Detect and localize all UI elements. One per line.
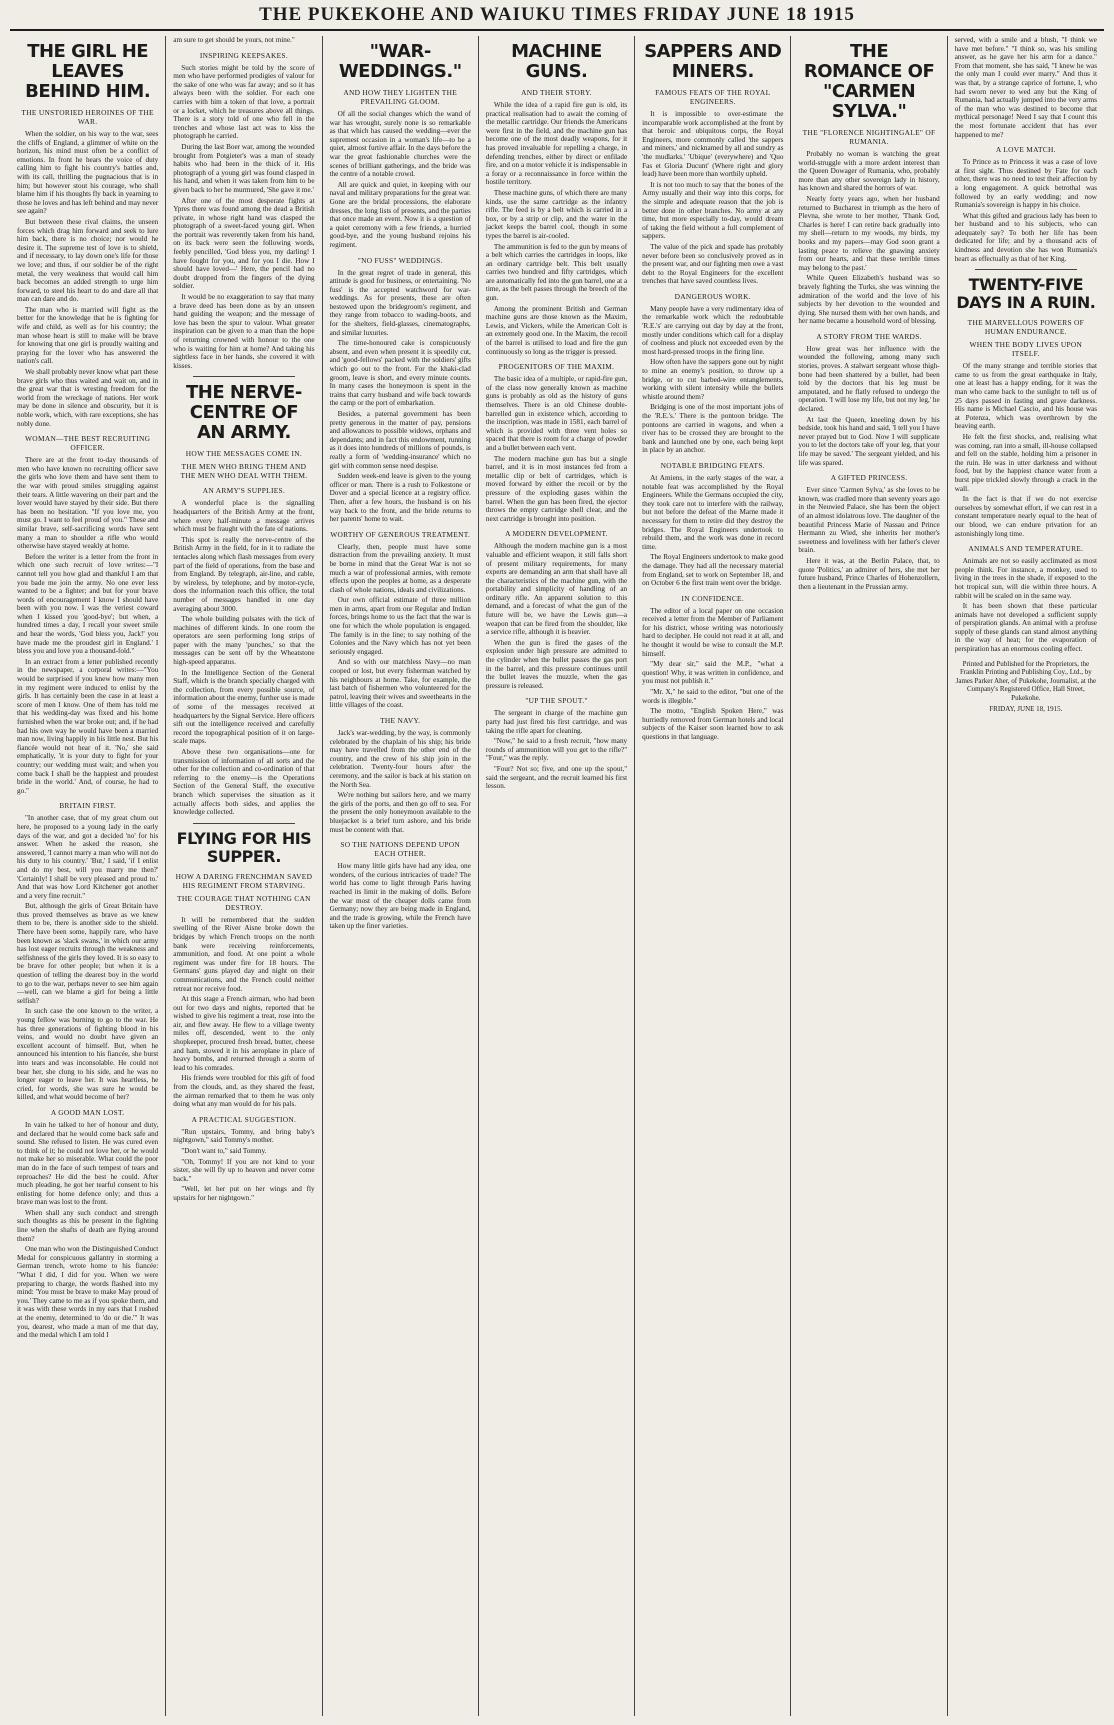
paragraph: Clearly, then, people must have some distraction from the prevailing anxiety. It must be borne in mind that the Great War is not so much a war of professional armies, with remote effects upon the peoples at home, as a desperate clash of whole nations, ideals and civilizations. (329, 542, 471, 594)
paragraph: Our own official estimate of three million men in arms, apart from our Regular and Indian forces, brings home to us the fact that the war is one for which the whole population is engaged. The family is in the line; to say nothing of the Colonies and the Navy which has not yet been seriously engaged. (329, 596, 471, 656)
paragraph: All are quick and quiet, in keeping with our naval and military preparations for the great war. Gone are the bridal processions, the elaborate dresses, the long lists of presents, and the parties that once made an event. Now it is a question of a quiet ceremony with a few friends, a hurried good-bye, and the young husband rejoins his regiment. (329, 180, 471, 249)
divider (975, 269, 1077, 270)
subhead: AND THEIR STORY. (521, 88, 592, 97)
section-head: BRITAIN FIRST. (59, 801, 117, 811)
paragraph: "Run upstairs, Tommy, and bring baby's nightgown," said Tommy's mother. (173, 1127, 315, 1145)
masthead-rule (10, 29, 1104, 31)
paragraph: There are at the front to-day thousands of men who have known no recruiting officer save the girls who love them and have sent them to the war with proud smiles struggling against their tears. A little wavering on their part and the lover would have stayed by their side. But there has been no hesitation. "If you love me, you must go. I want to feel proud of you." These and similar brave, self-sacrificing words have sent many a man to shoulder a rifle who would otherwise have stayed weakly at home. (17, 456, 159, 551)
paragraph: It has been shown that these particular animals have not developed a sufficient supply of perspiration glands. An animal with a profuse supply of these glands can stand almost anything in the way of heat; for the evaporation of perspiration has an enormous cooling effect. (954, 602, 1097, 654)
paragraph: "Oh, Tommy! If you are not kind to your sister, she will fly up to heaven and never come back." (173, 1157, 315, 1183)
subhead: THE MARVELLOUS POWERS OF HUMAN ENDURANCE. (967, 318, 1085, 337)
headline-girl: THE GIRL HE LEAVES BEHIND HIM. (25, 41, 151, 102)
section-head: A GIFTED PRINCESS. (830, 473, 908, 483)
section-head: INSPIRING KEEPSAKES. (199, 50, 288, 60)
paragraph: "Four? Not so; five, and one up the spout," said the sergeant, and the recruit learned his first lesson. (485, 764, 628, 791)
paragraph: What this gifted and gracious lady has been to her husband and to his subjects, who can adequately say? To both her life has been dedicated for life; and by a thousand acts of kindness and devotion she has won Rumania's heart as effectually as that of her King. (954, 211, 1097, 263)
paragraph: It is impossible to over-estimate the incomparable work accomplished at the front by that heroic and ubiquitous corps, the Royal Engineers, more commonly called 'the sappers and miners,' and nicknamed by all and sundry as 'the mudlarks.' 'Ubique' (everywhere) and 'Quo Fas et Gloria Ducunt' (Where right and glory lead) have been more than worthily upheld. (642, 110, 784, 179)
divider (193, 376, 294, 377)
paragraph: The value of the pick and spade has probably never before been so conclusively proved as in the present war, and our fighting men owe a vast debt to the Royal Engineers for the excellent trenches that have saved countless lives. (642, 242, 784, 286)
paragraph: Although the modern machine gun is a most valuable and efficient weapon, it still falls short of present military requirements, for many experts are demanding an arm that shall have all the characteristics of the machine gun, with the portability and simplicity of handling of an ordinary rifle. An apparent solution to this demand, and a forecast of what the gun of the future will be, we have the Lewis gun—a weapon that can be fired from the shoulder, like a service rifle, although it is heavier. (485, 542, 628, 637)
paragraph: To Prince as to Princess it was a case of love at first sight. Thus destined by Fate for each other, there was no need to test their affection by a long engagement. A quick betrothal was followed by an early wedding; and now Rumania's sovereign is happy in his choice. (954, 158, 1097, 210)
subhead: THE MEN WHO BRING THEM AND THE MEN WHO DEAL WITH THEM. (180, 462, 308, 481)
paragraph: This spot is really the nerve-centre of the British Army in the field, for in it to radiate the tentacles along which flash messages from every part of the field of operations, from the base and from England. By telegraph, air-line, and cable, by wireless, by telephone, and by motor-cycle, does the information reach this office, the total number of messages handled in one day averaging about 3000. (173, 535, 315, 613)
paragraph: "Now," he said to a fresh recruit, "how many rounds of ammunition will you get to the rifle?" "Four," was the reply. (485, 737, 628, 763)
paragraph: At this stage a French airman, who had been out for two days and nights, reported that he wished to give his regiment a treat, rose into the air, and flew away. He flew to a village twenty miles off, descended, went to the only shopkeeper, procured fresh bread, butter, cheese and ham, stowed it in his aeroplane in place of heavy bombs, and returned through a storm of lead to his comrades. (173, 995, 315, 1072)
paragraph: The basic idea of a multiple, or rapid-fire gun, of the class now generally known as machine guns is probably as old as the history of guns themselves. There is an old Chinese double-barrelled gun in existence which, according to the inscription, was made in 1581, each barrel of which is provided with three vent holes so spaced that there is room for a charge of powder and a bullet between each vent. (485, 375, 628, 452)
paragraph: In such case the one known to the writer, a young fellow was burning to go to the war. He has three generations of fighting blood in his veins, and would no doubt have given an excellent account of himself. But, when he announced his intention to his fiancée, she burst into tears and was inconsolable. He could not bear her, she clung to his side, and he was no longer eager to leave her. It was heartless, he cried, for words, she was sure he would be killed, and what would become of her? (17, 1007, 159, 1102)
section-head: PROGENITORS OF THE MAXIM. (498, 362, 615, 372)
paragraph: In vain he talked to her of honour and duty, and declared that he would come back safe and sound. She refused to listen. He was cured even to think of it; he could not love her, or he would not make her so miserable. What could the poor man do in the face of such tempest of tears and reproaches? He did the best he could. After much pleading, he got her tearful consent to his enlisting for home defence only; and thus a brave man was lost to the front. (17, 1120, 159, 1207)
paragraph: Probably no woman is watching the great world-struggle with a more ardent interest than the Queen Dowager of Rumania, who, probably more than any other sovereign lady in history, has known and shared the horrors of war. (798, 150, 940, 193)
paragraph: And so with our matchless Navy—no man cooped or lost, but every fisherman watched by his neighbours at home. Take, for example, the last batch of fishermen who volunteered for the patrol, leaving their wives and sweethearts in the little villages of the coast. (329, 658, 471, 710)
paragraph: The man who is married will fight as the better for the knowledge that he is fighting for wife and child, as well as for his country; the man whose heart is still to make will be brave for knowing that one girl is proudly waiting and praying for the lover who has answered the nation's call. (17, 305, 159, 366)
column-1 (10, 36, 166, 1716)
columns (10, 36, 1104, 1716)
paragraph: Above these two organisations—one for transmission of information of all sorts and the other for the collection and co-ordination of that referring to the enemy—is the Operations Section of the General Staff, the executive branch which supervises the situation as it actually affects both sides, and applies the knowledge collected. (173, 748, 315, 817)
paragraph: In the great regret of trade in general, this attitude is good for business, or entertaining. 'No fuss' is the accepted watchword for war-weddings. As for presents, these are often bestowed upon the bridegroom's regiment, and they range from tobacco to wading-boots, and for the shelters, field-glasses, cinematographs, and similar luxuries. (329, 268, 471, 337)
section-head: A PRACTICAL SUGGESTION. (191, 1114, 297, 1124)
paragraph: We shall probably never know what part these brave girls who thus waited and wait on, and in the great war that is wresting freedom for the world from the wreckage of nations. Her work may be done in silence and obscurity, but it is noble work, which, with rare exceptions, she has nobly done. (17, 368, 159, 428)
subhead: WHEN THE BODY LIVES UPON ITSELF. (969, 340, 1083, 359)
paragraph: Before the writer is a letter from the front in which one such recruit of love writes:—"I cannot tell you how glad and thankful I am that you bade me join the army. No one ever less wanted to be a fighter; and but for your brave words of encouragement I know I should have been with you now. I was the veriest coward when I kissed you 'good-bye'; but when, a hundred times a day, I recall your sweet smile and hear the words, 'God bless you, Jack!' you have made me the proudest girl in England.' I bless you and love you a thousand-fold." (17, 552, 159, 656)
paragraph: am sure to get should be yours, not mine." (173, 36, 295, 44)
column-5 (635, 36, 791, 1716)
paragraph: These machine guns, of which there are many kinds, use the same cartridge as the infantry rifle. The feed is by a belt which is carried in a box, or by a strip or clip, and the water in the jacket keeps the barrel cool, though in some types the barrel is air-cooled. (485, 188, 628, 240)
section-head: SO THE NATIONS DEPEND UPON EACH OTHER. (340, 840, 461, 859)
paragraph: But, although the girls of Great Britain have thus proved themselves as brave as we knew them to be, there is another side to the shield. There have been some, happily rare, who have been known as 'slack swans,' in which our army has lost eager recruits through the weakness and selfishness of the girls they loved. It is so easy to be brave for other people; but when it is a question of telling the dearest boy in the world to go to the war, perhaps never to see him again—well, can we blame a girl for being a little selfish? (17, 902, 159, 1005)
paragraph: "Don't want to," said Tommy. (181, 1147, 267, 1155)
column-4 (479, 36, 635, 1716)
section-head: A GOOD MAN LOST. (50, 1107, 125, 1117)
section-head: A MODERN DEVELOPMENT. (505, 529, 608, 539)
paragraph: The motto, "English Spoken Here," was hurriedly removed from German hotels and local subjects of the Kaiser soon learned how to ask questions in that language. (642, 707, 784, 741)
masthead: THE PUKEKOHE AND WAIUKU TIMES FRIDAY JUNE 18 1915 (259, 4, 855, 25)
paragraph: The whole building pulsates with the tick of machines of different kinds. In one room the operators are seen performing long strips of paper with the many 'punches,' so that the messages can be sent off by the Wheatstone high-speed apparatus. (173, 615, 315, 667)
paragraph: Such stories might be told by the score of men who have performed prodigies of valour for the sake of one who was far away; and so it has always been with the soldier. For each one carries with him a token of that love, a portrait or a locket, which he treasures above all things. There is a story told of one who fell in the trenches and whose last act was to kiss the photograph he carried. (173, 63, 315, 141)
paragraph: Bridging is one of the most important jobs of the 'R.E.'s.' There is the pontoon bridge. The pontoons are carried in wagons, and when a river has to be crossed they are brought to the bank and launched one by one, each being kept in place by an anchor. (642, 403, 784, 455)
headline-flying: FLYING FOR HIS SUPPER. (176, 828, 312, 866)
paragraph: The sergeant in charge of the machine gun party had just fired his first cartridge, and was taking the rifle apart for cleaning. (485, 709, 628, 735)
section-head: "UP THE SPOUT." (525, 696, 588, 706)
paragraph: Animals are not so easily acclimated as most people think. For instance, a monkey, used to living in the trees in the shade, if exposed to the hot tropical sun, will die within three hours. A rabbit will be scaled on in the same way. (954, 557, 1097, 600)
paragraph: When the soldier, on his way to the war, sees the cliffs of England, a glimmer of white on the horizon, his mind must often be a conflict of emotions. In front he hears the voice of duty calling him to fight his country's battles and, with its call, thrilling the pugnacious that is in him; but however stout his courage, who shall blame him if his thoughts fly back in yearning to those he loves and has left behind and may never see again? (17, 130, 159, 216)
paragraph: His friends were troubled for this gift of food from the clouds, and, as they shared the feast, the airman remarked that to them he was only doing what any man would do for his pals. (173, 1074, 315, 1109)
paragraph: In an extract from a letter published recently in the newspaper, a corporal writes:—"You would be surprised if you knew how many men in my regiment were induced to enlist by the girls. It has certainly been the case in at least a score of men I know. One of them has told me that his wedding-day was fixed and his home furnished when the war broke out; and, if he had had his own way he would have been a married man now, living happily in his little nest. But his fiancée would not hear of it. 'No,' she said emphatically, 'it is your duty to fight for your country; our wedding must wait; and when you come back I shall be the happiest and proudest bride in the world.' And, of course, he had to go." (17, 657, 159, 795)
paragraph: While Queen Elizabeth's husband was so bravely fighting the Turks, she was winning the admiration of the world and the love of his subjects by her devotion to the wounded and dying. She nursed them with her own hands, and her name became a household word of blessing. (798, 274, 940, 326)
paragraph: Of all the social changes which the wand of war has wrought, surely none is so remarkable as that which has caused the wedding—ever the supremest occasion in a woman's life—to be a quiet, almost furtive affair. In the days before the war the great fashionable churches were the scenes of brilliant gatherings, and the bride was the centre of a notable crowd. (329, 110, 471, 179)
paragraph: It will be remembered that the sudden swelling of the River Aisne broke down the bridges by which French troops on the north bank were receiving reinforcements, ammunition, and food. At one point a whole regiment was under fire for 18 hours. The Germans' guns played day and night on their communications, and the French could neither retreat nor receive food. (173, 915, 315, 993)
imprint-date: FRIDAY, JUNE 18, 1915. (989, 704, 1063, 713)
subhead-girl: THE UNSTORIED HEROINES OF THE WAR. (21, 108, 154, 126)
section-head: "NO FUSS" WEDDINGS. (357, 255, 443, 265)
paragraph: It would be no exaggeration to say that many a brave deed has been done as by an unseen hand guiding the weapon; and the message of love has been the spur to valour. What greater inspiration can be given to a man than the hope of returning crowned with honour to the one who is waiting for him at home? And taking his sightless face in her hands, she covered it with kisses. (173, 293, 315, 370)
imprint (955, 660, 1097, 714)
headline-sappers: SAPPERS AND MINERS. (644, 41, 782, 82)
subhead: HOW A DARING FRENCHMAN SAVED HIS REGIMENT FROM STARVING. (175, 871, 313, 890)
paragraph: When shall any such conduct and strength such thoughts as this be present in the fighting line when the shafts of death are flying around them? (17, 1208, 159, 1243)
subhead: FAMOUS FEATS OF THE ROYAL ENGINEERS. (655, 88, 771, 106)
subhead: THE "FLORENCE NIGHTINGALE" OF RUMANIA. (802, 128, 936, 146)
section-head: ANIMALS AND TEMPERATURE. (968, 544, 1084, 554)
paragraph: When the gun is fired the gases of the explosion under high pressure are admitted to the cylinder when the bullet passes the gas port in the barrel, and this pressure continues until the bullet leaves the muzzle, when the gas pressure is released. (485, 638, 628, 690)
paragraph: "My dear sir," said the M.P., "what a question! Why, it was written in confidence, and you must not publish it." (642, 660, 784, 686)
paragraph: After one of the most desperate fights at Ypres there was found among the dead a British private, in whose right hand was clasped the photograph of a sweet-faced young girl. When the portrait was reverently taken from his hand, on its back were seen the following words, feebly pencilled, 'God bless you, my darling! I have fought for you, and for you I die. How I should have loved—' Here, the pencil had no doubt dropped from the fingers of the dying soldier. (173, 196, 315, 291)
paragraph: He felt the first shocks, and, realising what was coming, ran into a small, ill-house collapsed and fell on the stable, holding him a prisoner in the ruin. He was in utter darkness and without food, but by the happiest chance water from a burst pipe trickled slowly through a crack in the wall. (954, 433, 1097, 493)
paragraph: The time-honoured cake is conspicuously absent, and even when present it is speedily cut, and 'good-fellows' packed with the soldiers' gifts which go out to the front. For the khaki-clad groom, leave is short, and every minute counts. In many cases the honeymoon is spent in the trains that carry husband and wife back towards the camp or the port of embarkation. (329, 339, 471, 408)
section-head: NOTABLE BRIDGING FEATS. (660, 460, 765, 470)
paragraph: In the Intelligence Section of the General Staff, which is the branch specially charged with the collection, from every possible source, of information about the enemy, further use is made of some of the messages received at headquarters by the Signal Service. Here officers sift out the intelligence received and carefully record the topographical position of it on large-scale maps. (173, 668, 315, 746)
paragraph: "In another case, that of my great chum out here, he proposed to a young lady in the early days of the war, and got a decided 'no' for his answer. When he asked the reason, she answered, 'I cannot marry a man who will not do his duty to his country.' 'But,' I said, 'if I enlist and do my best, will you marry me then?' 'Certainly! I shall be very pleased and proud to.' And that was how Lord Kitchener got another and a very fine recruit." (17, 814, 159, 900)
paragraph: served, with a smile and a blush, "I think we have met before." "I think so, was his smiling answer, as he gave her his arm for a dance." From that moment, she has said, "I knew he was the only man I could ever marry." And thus it was that, by a strange caprice of fortune, I, who had sworn never to wed any but the King of Rumania, had actually jumped into the very arms of the man who was destined to become that mythical personage! Need I say that I count this the most fortunate accident that has ever happened to me? (954, 36, 1097, 139)
headline-carmen-sylva: THE ROMANCE OF "CARMEN SYLVA." (803, 41, 935, 122)
paragraph: At last the Queen, kneeling down by his bedside, took his hand and said, 'I tell you I have never prayed but to God. Now I will supplicate you to let the doctors take off your leg, that your life may be saved.' The sergeant yielded, and his life was spared. (798, 415, 940, 467)
paragraph: Besides, a paternal government has been pretty generous in the matter of pay, pensions and allowances to possible widows, orphans and dependants; and in fact this endowment, running as it does into hundreds of millions of pounds, is really a form of 'wedding-insurance' which no girl with common sense need despise. (329, 410, 471, 470)
headline-machine-guns: MACHINE GUNS. (511, 41, 602, 82)
paragraph: Many people have a very rudimentary idea of the remarkable work which the redoubtable 'R.E.'s' are carrying out day by day at the front, mostly under conditions which call for a display of coolness and pluck not exceeded even by the most hard-pressed troops in the firing line. (642, 304, 784, 356)
section-head: AN ARMY'S SUPPLIES. (202, 486, 286, 496)
paragraph: The modern machine gun has but a single barrel, and it is in most instances fed from a metallic clip or belt of cartridges, which is moved forward by either the recoil or by the pressure of the exploding gases within the barrel. When the gun has been fired, the ejector throws the empty cartridge shell clear, and the next cartridge is brought into position. (485, 454, 628, 523)
section-head: A LOVE MATCH. (995, 145, 1056, 155)
paragraph: Here it was, at the Berlin Palace, that, to quote 'Politics,' an admirer of hers, she met her future husband, Prince Charles of Hohenzollern, then a lieutenant in the Prussian army. (798, 556, 940, 591)
subhead: AND HOW THEY LIGHTEN THE PREVAILING GLOOM. (343, 88, 458, 106)
paragraph: The ammunition is fed to the gun by means of a belt which carries the cartridges in loops, like an ordinary cartridge belt. This belt usually carries two hundred and fifty cartridges, which are automatically fed into the gun barrel, one at a time, as the belt passes through the breech of the gun. (485, 242, 628, 303)
paragraph: How many little girls have had any idea, one wonders, of the curious intricacies of trade? The world has come to light through Paris having reached its limit in the making of dolls. Before the war most of the cheaper dolls came from Germany; now they are being made in England, and the trade is growing, while the French have taken up the finer varieties. (329, 862, 471, 931)
section-head: IN CONFIDENCE. (681, 593, 745, 603)
column-2 (166, 36, 322, 1716)
headline-war-weddings: "WAR-WEDDINGS." (338, 41, 462, 82)
paragraph: How often have the sappers gone out by night to mine an enemy's position, to throw up a bridge, or to cut barbed-wire entanglements, working with silent intensity while the bullets whistle around them? (642, 358, 784, 401)
paragraph: Nearly forty years ago, when her husband returned to Bucharest in triumph as the hero of Plevna, she wrote to her mother, 'Thank God, Charles is here! I can retire back gradually into my shell—return to my woods, my birds, my books and my papers—may God soon grant a lasting peace to relieve the gnawing anxiety from our hearts, and that these terrible times may belong to the past.' (798, 194, 940, 272)
paragraph: "Mr. X," he said to the editor, "but one of the words is illegible." (642, 688, 784, 705)
headline-twenty-five-days: TWENTY-FIVE DAYS IN A RUIN. (956, 275, 1096, 313)
paragraph: Among the prominent British and German machine guns are those known as the Maxim, Lewis, and Vickers, while the American Colt is an extremely good one. In the Maxim, the recoil of the barrel is utilised to load and fire the gun continuously so long as the trigger is pressed. (485, 304, 628, 356)
paragraph: During the last Boer war, among the wounded brought from Potgieter's was a man of steady habits who had been in the thick of it. His photograph of a young girl was found clasped in his hand, and when it was taken from him to be given back to her he murmured, 'She gave it me.' (173, 142, 315, 194)
section-head: A STORY FROM THE WARDS. (816, 331, 922, 341)
paragraph: The Royal Engineers undertook to make good the damage. They had all the necessary material from England, set to work on September 18, and on October 6 the first train went over the bridge. (642, 553, 784, 588)
paragraph: The editor of a local paper on one occasion received a letter from the Member of Parliament for his district, whose writing was notoriously hard to decipher. He could not read it at all, and he thought it would be wise to consult the M.P. himself. (642, 606, 784, 658)
paragraph: In the fact is that if we do not exercise ourselves by somewhat effort, if we can rest in a constant temperature nearly equal to the heat of our blood, we can endure privation for an astonishingly long time. (954, 495, 1097, 538)
column-3 (323, 36, 479, 1716)
paragraph: How great was her influence with the wounded the following, among many such stories, proves. A stalwart sergeant whose thigh-bone had been shattered by a bullet, had been told by the doctors that his leg must be amputated, and he flatly refused to undergo the operation. 'I will lose my life, but not my leg,' he declared. (798, 344, 940, 414)
divider (193, 823, 294, 824)
section-head: WOMAN—THE BEST RECRUITING OFFICER. (25, 434, 151, 453)
paragraph: We're nothing but sailors here, and we marry the girls of the ports, and then go off to sea. For the present the only honeymoon available to the bluejacket is a brief turn ashore, and his bride must be content with that. (329, 791, 471, 834)
paragraph: A wonderful place is the signalling headquarters of the British Army at the front, where every half-minute a message arrives which must be fraught with the fate of nations. (173, 499, 315, 534)
column-6 (791, 36, 947, 1716)
subhead: HOW THE MESSAGES COME IN. (185, 449, 303, 459)
column-7 (948, 36, 1104, 1716)
paragraph: Jack's war-wedding, by the way, is commonly celebrated by the chaplain of his ship; his bride may have travelled from the other end of the country, and the crew of his ship join in the celebration. Twenty-four hours after the ceremony, and the sailor is back at his station on the North Sea. (329, 729, 471, 789)
paragraph: Ever since 'Carmen Sylva,' as she loves to be known, was cradled more than seventy years ago in the Neuwied Palace, she has been the object of an almost idolatrous love. The daughter of the beautiful Princess Marie of Nassau and Prince Hermann zu Wied, she inherits her mother's sweetness and loveliness with her father's clever brain. (798, 486, 940, 555)
paragraph: Of the many strange and terrible stories that came to us from the great earthquake in Italy, one at least has a happy ending, for it was the man who came back to the sunlight to tell us of 25 days passed in fasting and grave darkness. His name is Michael Cascio, and his house was at Potenza, which was overthrown by the heaving earth. (954, 362, 1097, 431)
paragraph: While the idea of a rapid fire gun is old, its practical realisation had to await the coming of the metallic cartridge. Our friends the Americans were first in the field, and the machine gun has become one of the most deadly weapons, for it has proved invaluable for repelling a charge, in defending trenches, either by direct or enfilade fire, and on a motor vehicle it is indispensable in a foray or a reconnaissance in force within the hostile territory. (485, 101, 628, 187)
paragraph: It is not too much to say that the bones of the Army usually and their way into this corps, for the simple and adequate reason that the job is better done in other branches. No army at any time, but more especially to-day, would dream of taking the field without a full complement of sappers. (642, 180, 784, 241)
headline-nerve-centre: THE NERVE-CENTRE OF AN ARMY. (186, 382, 302, 444)
paragraph: Sudden week-end leave is given to the young officer or man. There is a rush to Folkestone or Dover and a special licence at a registry office. Then, after a few hours, the husband is on his way back to the front, and the bride returns to her parents' home to wait. (329, 472, 471, 524)
section-head: DANGEROUS WORK. (674, 291, 751, 301)
section-head: WORTHY OF GENEROUS TREATMENT. (330, 529, 471, 539)
subhead: THE COURAGE THAT NOTHING CAN DESTROY. (177, 893, 311, 912)
section-head: THE NAVY. (380, 716, 421, 725)
imprint-text: Printed and Published for the Proprietors, the Franklin Printing and Publishing Coy., Ltd., by James Parker Aher, of Pukekohe, Journalist, at the Company's Registered Office, Hall Street, Pukekohe. (955, 659, 1097, 703)
paragraph: "Well, let her put on her wings and fly upstairs for her nightgown." (173, 1185, 315, 1202)
paragraph: At Amiens, in the early stages of the war, a notable feat was accomplished by the Royal Engineers. While the Germans occupied the city, they took care not to interfere with the railway, but not before the defeat of the Marne made it necessary for them to retire did they destroy the bridges. The Royal Engineers undertook to rebuild them, and the work was done in record time. (642, 473, 784, 551)
paragraph: One man who won the Distinguished Conduct Medal for conspicuous gallantry in storming a German trench, wrote home to his fiancée: "What I did, I did for you. When we were preparing to charge, the words flashed into my mind: 'You must be brave to make May proud of you.' They came to me as if you spoke them, and it was with these words in my ears that I rushed at the enemy, determined to 'do or die.'" It was you, dearest, who made a man of me that day, and the medal which I am told I (17, 1245, 159, 1340)
paragraph: But between these rival claims, the unseen forces which drag him forward and seek to lure him back, there is no choice; nor would he desire it. The supreme test of love is to shield, and if necessary, to lay down one's life for those we love; and thus, if our soldier be of the right metal, the very weakness that would call him back becomes an added strength to urge him forward, to steel his heart to do and dare all that man can dare and do. (17, 217, 159, 304)
